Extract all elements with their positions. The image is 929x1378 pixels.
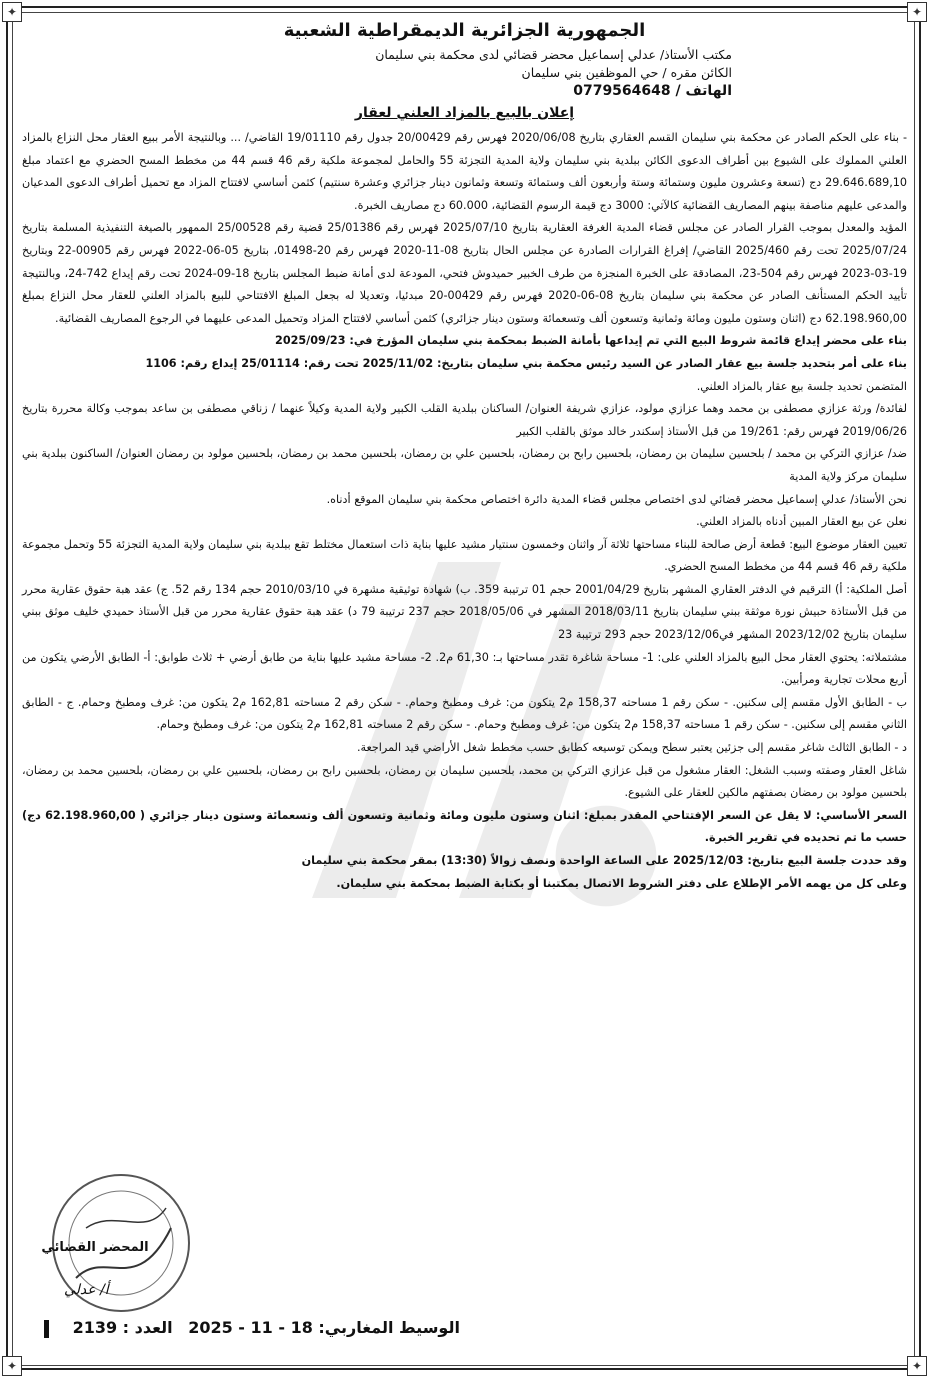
paragraph-occupants: شاغل العقار وصفته وسبب الشغل: العقار مشغول من قبل عزازي التركي بن محمد، بلحسين سليمان بن رمضان، بلحسين رابح بن رمضان، بلحسين علي بن رمضان، بلحسين محمد بن رمضان، بلحسين مولود بن رمضان بصفتهم مالكين للعقار على الشيوع. (22, 763, 907, 800)
paragraph-deposit: بناء على محضر إيداع قائمة شروط البيع التي تم إيداعها بأمانة الضبط بمحكمة بني سليمان المؤرخ في: 2025/09/23 (275, 334, 907, 348)
paragraph-session-date: وقد حددت جلسة البيع بتاريخ: 2025/12/03 على الساعة الواحدة ونصف زوالاً (13:30) بمقر محكمة بني سليمان (301, 854, 907, 867)
corner-ornament: ✦ (2, 1356, 22, 1376)
paragraph-bailiff: نحن الأستاذ/ عدلي إسماعيل محضر قضائي لدى اختصاص مجلس قضاء المدية دائرة اختصاص محكمة بني سليمان الموقع أدناه. (326, 492, 907, 506)
paragraph-against: ضد/ عزازي التركي بن محمد / بلحسين سليمان بن رمضان، بلحسين رابح بن رمضان، بلحسين علي بن رمضان، بلحسين محمد بن رمضان، بلحسين مولود بن رمضان العنوان/ الساكنون ببلدية بني سليمان مركز ولاية المدية (22, 447, 907, 483)
stamp-title: المحضر القضائي (41, 1240, 149, 1255)
paragraph-beneficiary: لفائدة/ ورثة عزازي مصطفى بن محمد وهما عزازي مولود، عزازي شريفة العنوان/ الساكنان ببلدية القلب الكبير ولاية المدية وكيلاً عنهما / زناقي مصطفى بن ساعد بموجب وكالة محررة بتاريخ 2019/06/26 فهرس رقم: 19/261 من قبل الأستاذ إسكندر خالد موثق بالقلب الكبير (22, 402, 907, 438)
document-body (22, 18, 907, 1308)
paragraph-order: بناء على أمر بتحديد جلسة بيع عقار الصادر عن السيد رئيس محكمة بني سليمان بتاريخ: 2025/11/02 تحت رقم: 25/01114 إيداع رقم: 1106 (145, 356, 907, 370)
announcement-title: إعلان بالبيع بالمزاد العلني لعقار (354, 105, 575, 121)
footer-issue: العدد : 2139 (72, 1318, 173, 1337)
corner-ornament: ✦ (2, 2, 22, 22)
corner-ornament: ✦ (907, 2, 927, 22)
footer-publication: الوسيط المغاربي: 18 - 11 - 2025 (188, 1318, 460, 1337)
signature: أ/ عدلي (64, 1282, 109, 1298)
phone-line: الهاتف / 0779564648 (573, 83, 732, 99)
paragraph-announce: نعلن عن بيع العقار المبين أدناه بالمزاد العلني. (696, 515, 907, 529)
corner-ornament: ✦ (907, 1356, 927, 1376)
footer-bar (44, 1320, 49, 1338)
republic-title: الجمهورية الجزائرية الديمقراطية الشعبية (283, 20, 646, 41)
paragraph-appeal-decision: المؤيد والمعدل بموجب القرار الصادر عن مجلس قضاء المدية الغرفة العقارية بتاريخ 2025/07/10 فهرس رقم 25/01386 قضية رقم 25/00528 الممهور بالصيغة التنفيذية المسلمة بتاريخ 2025/07/24 تحت رقم 2025/460 القاضي/ إفراغ القرارات الصادرة عن مجلس الحال بتاريخ 08-11-2020 فهرس رقم 20-01498، بتاريخ 05-06-2022 فهرس رقم 00905-22 وبتاريخ 19-03-2023 فهرس رقم 504-23، المصادقة على الخبرة المنجزة من طرف الخبير حميدوش فتحي، المودعة لدى أمانة ضبط المجلس بتاريخ 18-09-2024 تحت رقم إيداع 742-24، وبالنتيجة تأييد الحكم المستأنف الصادر عن محكمة بني سليمان بتاريخ 08-06-2020 فهرس رقم 00429-20 مبدئيا، وتعديلا له بجعل المبلغ الافتتاحي للبيع بالمزاد العلني للعقار محل النزاع بمبلغ 62.198.960,00 دج (اثنان وستون مليون ومائة وثمانية وتسعون ألف وتسعمائة وستون دينار جزائري) كثمن أساسي لافتتاح المزاد وتحميل المدعى عليهما في الرجوع المصاريف القضائية. (22, 221, 908, 325)
paragraph-contact: وعلى كل من يهمه الأمر الإطلاع على دفتر الشروط الاتصال بمكتبنا أو بكتابة الضبط بمحكمة بني سليمان. (336, 876, 907, 890)
address-line: الكائن مقره / حي الموظفين بني سليمان (521, 65, 732, 80)
paragraph-floors: ب - الطابق الأول مقسم إلى سكنين. - سكن رقم 1 مساحته 158,37 م2 يتكون من: غرف ومطبخ وحمام. - سكن رقم 2 مساحته 162,81 م2 يتكون من: غرف ومطبخ وحمام. ج - الطابق الثاني مقسم إلى سكنين. - سكن رقم 1 مساحته 158,37 م2 يتكون من: غرف ومطبخ وحمام. - سكن رقم 2 مساحته 162,81 م2 يتكون من: غرف ومطبخ وحمام. (22, 695, 908, 732)
paragraph-judgment: - بناء على الحكم الصادر عن محكمة بني سليمان القسم العقاري بتاريخ 2020/06/08 فهرس رقم 20/00429 جدول رقم 19/01110 القاضي/ ... وبالنتيجة الأمر ببيع العقار محل النزاع بالمزاد العلني المملوك على الشيوع بين أطراف الدعوى الكائن ببلدية بني سليمان ولاية المدية التجزئة 55 والحامل لمجموعة ملكية رقم 46 قسم 44 من مخطط المسح الحضري مع اعتماد مبلغ 29.646.689,10 دج (تسعة وعشرون مليون وستمائة وستة وأربعون ألف وستمائة وتسعة وثمانون دينار جزائري وعشرة سنتيم) كثمن أساسي لافتتاح المزاد مع تحميل أطراف الدعوى المدعيان والمدعى عليهم مناصفة بينهم المصاريف القضائية كالآتي: 3000 دج قيمة الرسوم القضائية، 60.000 دج مصاريف الخبرة. (22, 131, 908, 212)
paragraph-contents: مشتملاته: يحتوي العقار محل البيع بالمزاد العلني على: 1- مساحة شاغرة تقدر مساحتها بـ: 61,30 م2. 2- مساحة مشيد عليها بناية من طابق أرضي + ثلاث طوابق: أ- الطابق الأرضي يتكون من أربع محلات تجارية ومرأبين. (22, 650, 907, 687)
footer (44, 1318, 494, 1342)
office-line: مكتب الأستاذ/ عدلي إسماعيل محضر قضائي لدى محكمة بني سليمان (375, 47, 732, 62)
paragraph-third-floor: د - الطابق الثالث شاغر مقسم إلى جزئين يعتبر سطح ويمكن توسيعه كطابق حسب مخطط شغل الأراضي قيد المراجعة. (356, 741, 907, 755)
paragraph-property-description: تعيين العقار موضوع البيع: قطعة أرض صالحة للبناء مساحتها ثلاثة آر واثنان وخمسون سنتيار مشيد عليها بناية ذات استعمال مختلط تقع ببلدية بني سليمان ولاية المدية التجزئة 55 وتحمل مجموعة ملكية رقم 46 قسم 44 من مخطط المسح الحضري. (22, 537, 907, 574)
paragraph-base-price: السعر الأساسي: لا يقل عن السعر الإفتتاحي المقدر بمبلغ: اثنان وستون مليون ومائة وثمانية وتسعون ألف وتسعمائة وستون دينار جزائري ( 62.198.960,00 دج) حسب ما تم تحديده في تقرير الخبرة. (22, 808, 907, 845)
paragraph-order-subject: المتضمن تحديد جلسة بيع عقار بالمزاد العلني. (696, 379, 907, 393)
paragraph-ownership-origin: أصل الملكية: أ) الترقيم في الدفتر العقاري المشهر بتاريخ 2001/04/29 حجم 01 ترتيبة 359. ب) شهادة توثيقية مشهرة في 2010/03/10 حجم 134 رقم 52. ج) عقد هبة حقوق عقارية محرر من قبل الأستاذة حبيش نورة موثقة ببني سليمان بتاريخ 2018/03/11 المشهر في 2018/05/06 حجم 237 ترتيبة 79 د) عقد هبة حقوق عقارية محرر من قبل الأستاذ حميدي خليف موثق ببني سليمان بتاريخ 2023/12/02 المشهر في2023/12/06 حجم 293 ترتيبة 23 (22, 582, 908, 642)
